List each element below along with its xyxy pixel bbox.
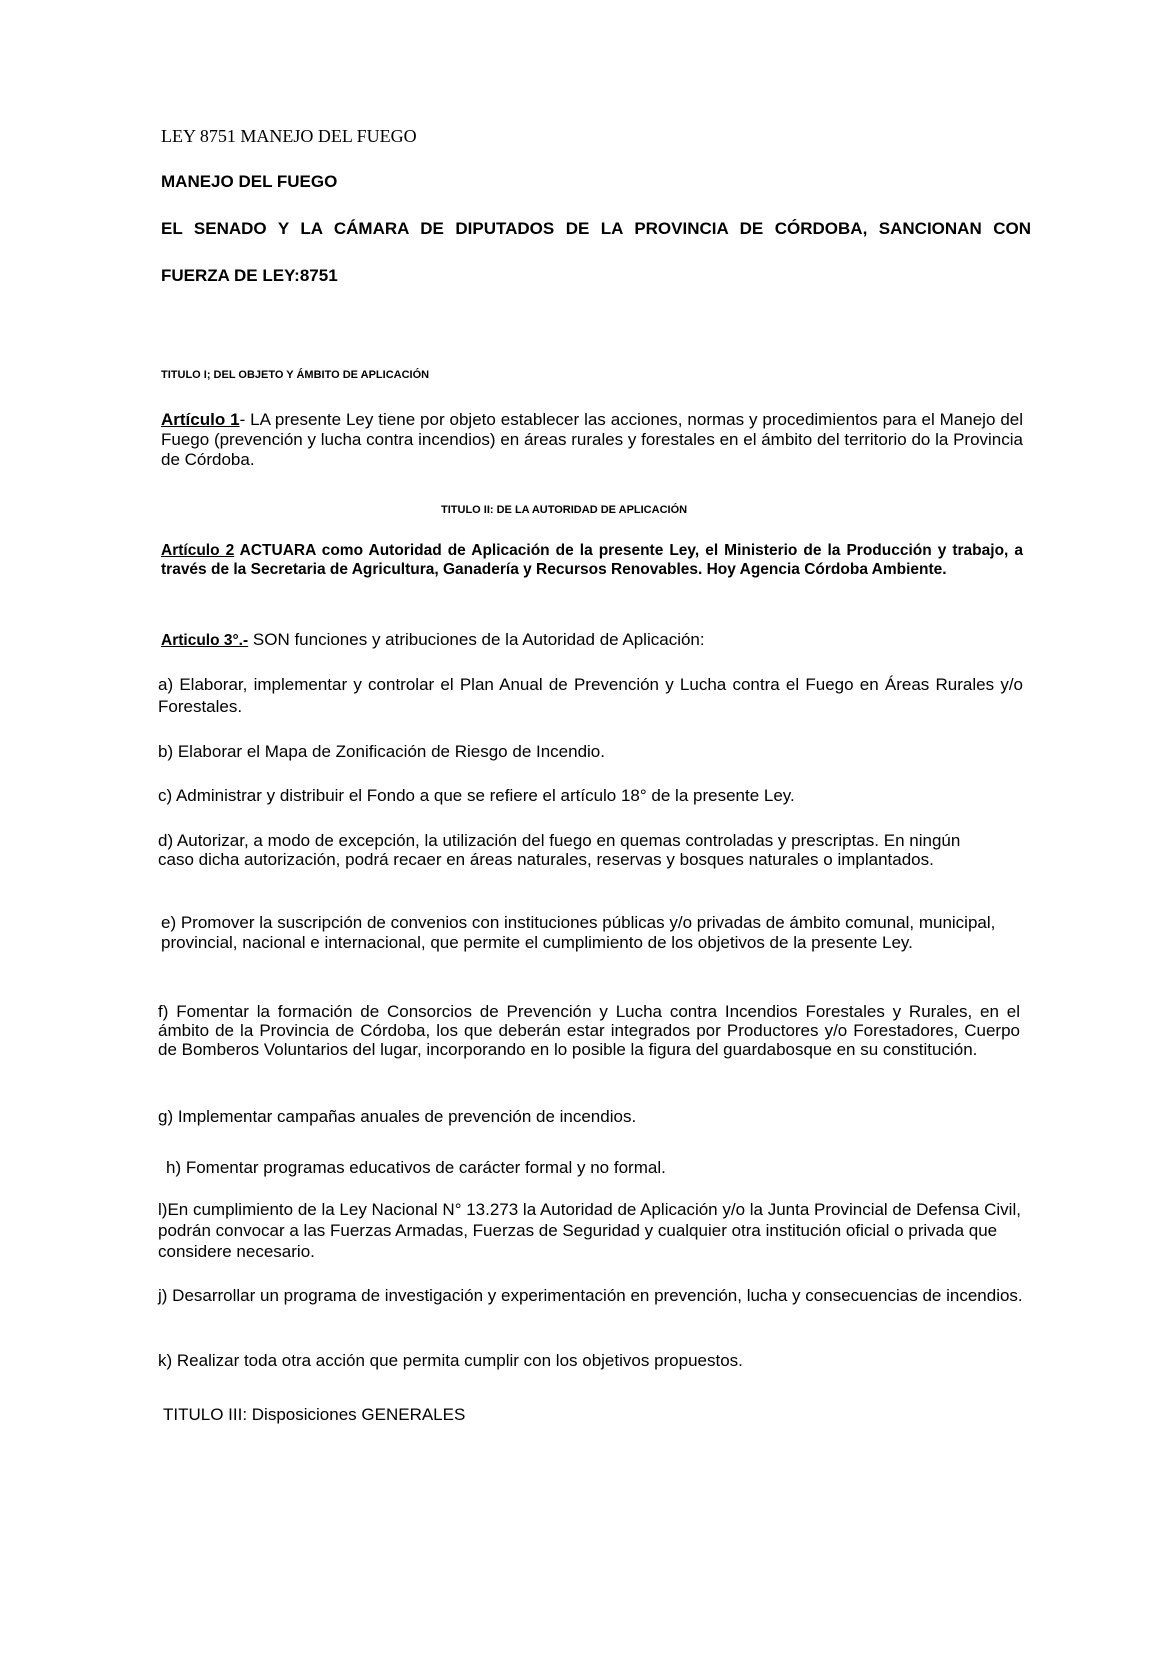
list-item-h: h) Fomentar programas educativos de carácter formal y no formal. — [166, 1158, 666, 1177]
list-item-c: c) Administrar y distribuir el Fondo a que se refiere el artículo 18° de la presente Ley. — [158, 786, 795, 805]
list-item-a: a) Elaborar, implementar y controlar el Plan Anual de Prevención y Lucha contra el Fuego en Áreas Rurales y/o Forestales. — [158, 675, 1023, 716]
article-2 — [161, 541, 1023, 579]
enactment-line-2: FUERZA DE LEY:8751 — [161, 266, 338, 285]
titulo-2-heading: TITULO II: DE LA AUTORIDAD DE APLICACIÓN — [441, 504, 688, 516]
list-item-d: d) Autorizar, a modo de excepción, la utilización del fuego en quemas controladas y prescriptas. En ningún caso dicha autorización, podrá recaer en áreas naturales, reservas y bosques naturales o implantados. — [158, 831, 961, 869]
article-3 — [161, 629, 705, 651]
article-3-text: SON funciones y atribuciones de la Autoridad de Aplicación: — [248, 630, 705, 649]
document-heading: MANEJO DEL FUEGO — [161, 172, 338, 191]
article-2-label: Artículo 2 — [161, 542, 235, 559]
list-item-j: j) Desarrollar un programa de investigación y experimentación en prevención, lucha y consecuencias de incendios. — [158, 1286, 1023, 1305]
titulo-1-heading: TITULO I; DEL OBJETO Y ÁMBITO DE APLICACIÓN — [161, 369, 430, 381]
article-3-label: Articulo 3°.- — [161, 632, 249, 649]
enactment-line-1: EL SENADO Y LA CÁMARA DE DIPUTADOS DE LA PROVINCIA DE CÓRDOBA, SANCIONAN CON — [161, 219, 1031, 238]
article-1-label: Artículo 1 — [161, 410, 240, 429]
list-item-k: k) Realizar toda otra acción que permita cumplir con los objetivos propuestos. — [158, 1351, 743, 1370]
article-2-text: ACTUARA como Autoridad de Aplicación de la presente Ley, el Ministerio de la Producción y trabajo, a través de la Secretaria de Agricultura, Ganadería y Recursos Renovables. Hoy Agencia Córdoba Ambiente. — [161, 542, 1023, 578]
article-1-text: - LA presente Ley tiene por objeto establecer las acciones, normas y procedimientos para el Manejo del Fuego (prevención y lucha contra incendios) en áreas rurales y forestales en el ámbito del territorio do la Provincia de Córdoba. — [161, 410, 1024, 469]
list-item-g: g) Implementar campañas anuales de prevención de incendios. — [158, 1107, 637, 1126]
list-item-f: f) Fomentar la formación de Consorcios de Prevención y Lucha contra Incendios Forestales y Rurales, en el ámbito de la Provincia de Córdoba, los que deberán estar integrados por Productores y/o Forestadores, Cuerpo de Bomberos Voluntarios del lugar, incorporando en lo posible la figura del guardabosque en su constitución. — [158, 1002, 1020, 1059]
document-top-title: LEY 8751 MANEJO DEL FUEGO — [161, 126, 417, 146]
list-item-e: e) Promover la suscripción de convenios con instituciones públicas y/o privadas de ámbito comunal, municipal, provincial, nacional e internacional, que permite el cumplimiento de los objetivos de la presente Ley. — [161, 913, 996, 952]
list-item-l: l)En cumplimiento de la Ley Nacional N° 13.273 la Autoridad de Aplicación y/o la Junta Provincial de Defensa Civil, podrán convocar a las Fuerzas Armadas, Fuerzas de Seguridad y cualquier otra institución oficial o privada que considere necesario. — [158, 1200, 1021, 1261]
article-1 — [161, 410, 1023, 470]
titulo-3-heading: TITULO III: Disposiciones GENERALES — [163, 1405, 466, 1424]
list-item-b: b) Elaborar el Mapa de Zonificación de Riesgo de Incendio. — [158, 742, 605, 761]
